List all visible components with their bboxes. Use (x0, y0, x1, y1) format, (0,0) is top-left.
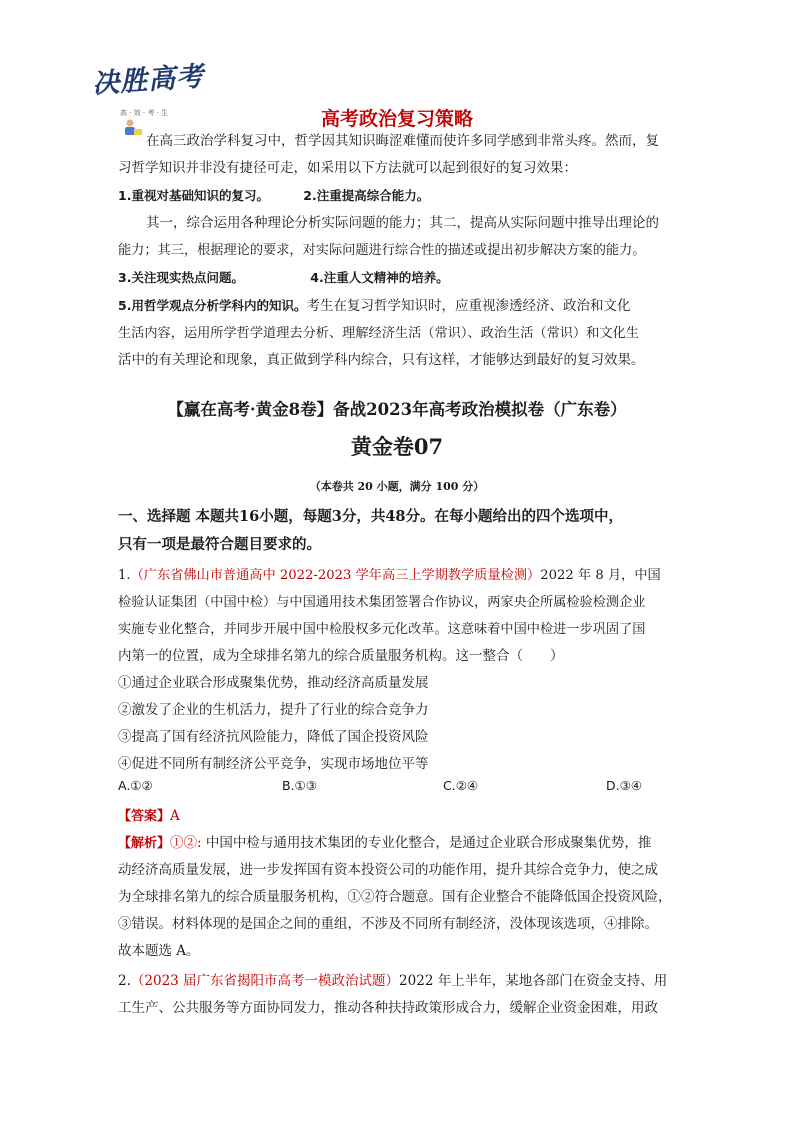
question-2-line: 工生产、公共服务等方面协同发力，推动各种扶持政策形成合力，缓解企业资金困难，用政 (118, 1000, 658, 1016)
question-text: 2022 年 8 月，中国 (540, 568, 661, 583)
analysis-line: 动经济高质量发展，进一步发挥国有资本投资公司的功能作用，提升其综合竞争力，使之成 (118, 862, 658, 878)
answer-options (118, 778, 678, 802)
question-1-line: 内第一的位置，成为全球排名第九的综合质量服务机构。这一整合（ ） (118, 648, 564, 664)
question-1-line: 实施专业化整合，并同步开展中国中检股权多元化改革。这意味着中国中检进一步巩固了国 (118, 622, 646, 637)
analysis-line: ③错误。材料体现的是国企之间的重组，不涉及不同所有制经济，没体现该选项，④排除。 (118, 916, 658, 932)
question-1-line: 检验认证集团（中国中检）与中国通用技术集团签署合作协议，两家央企所属检验检测企业 (118, 595, 646, 610)
answer-label: 【答案】 (118, 809, 171, 824)
point-5-text: 考生在复习哲学知识时，应重视渗透经济、政治和文化 (306, 298, 631, 314)
analysis-line: 为全球排名第九的综合质量服务机构，①②符合题意。国有企业整合不能降低国企投资风险， (118, 889, 672, 905)
statement-item: ③提高了国有经济抗风险能力，降低了国企投资风险 (118, 729, 429, 745)
analysis-text: 中国中检与通用技术集团的专业化整合，是通过企业联合形成聚集优势，推 (201, 835, 652, 851)
question-number: 2. (118, 973, 131, 989)
paragraph-line: 其一，综合运用各种理论分析实际问题的能力；其二，提高从实际问题中推导出理论的 (146, 215, 659, 231)
statement-item: ④促进不同所有制经济公平竞争，实现市场地位平等 (118, 756, 429, 772)
question-source: （2023 届广东省揭阳市高考一模政治试题） (130, 973, 400, 989)
point-5-heading: 5.用哲学观点分析学科内的知识。 (118, 298, 307, 313)
point-5-line: 活中的有关理论和现象，真正做到学科内综合，只有这样，才能够达到最好的复习效果。 (118, 352, 645, 368)
intro-line: 在高三政治学科复习中，哲学因其知识晦涩难懂而使许多同学感到非常头疼。然而，复 (146, 133, 659, 149)
section-line: 只有一项是最符合题目要求的。 (118, 536, 321, 553)
point-1: 1.重视对基础知识的复习。 (118, 188, 269, 203)
logo-text: 决胜高考 (91, 61, 206, 100)
analysis-label: 【解析】 (118, 836, 171, 851)
points-row-2 (118, 264, 678, 292)
analysis-ref: ①②: (170, 835, 202, 851)
paper-subtitle: （本卷共 20 小题，满分 100 分） (309, 480, 485, 493)
logo-subtitle: 高 · 效 · 考 · 生 (120, 109, 169, 117)
analysis-line: 故本题选 A。 (118, 943, 200, 959)
paper-title: 黄金卷07 (350, 434, 444, 459)
analysis-line (118, 830, 678, 857)
point-2: 2.注重提高综合能力。 (303, 188, 430, 203)
strategy-section (118, 128, 678, 374)
question-2 (118, 968, 678, 1022)
answer-value: A (170, 808, 180, 824)
question-1-line (118, 562, 678, 589)
point-4: 4.注重人文精神的培养。 (310, 270, 449, 285)
option-c: C.②④ (443, 778, 479, 793)
points-row-1 (118, 182, 678, 210)
question-source: （广东省佛山市普通高中 2022-2023 学年高三上学期教学质量检测） (130, 568, 541, 583)
option-b: B.①③ (282, 778, 317, 793)
point-3: 3.关注现实热点问题。 (118, 270, 244, 285)
question-text: 2022 年上半年，某地各部门在资金支持、用 (399, 973, 668, 989)
point-5-line: 生活内容，运用所学哲学道理去分析、理解经济生活（常识）、政治生活（常识）和文化生 (118, 326, 639, 341)
exam-title: 【赢在高考·黄金8卷】备战2023年高考政治模拟卷（广东卷） (167, 400, 627, 419)
statement-item: ②激发了企业的生机活力，提升了行业的综合竞争力 (118, 702, 429, 718)
option-d: D.③④ (606, 778, 643, 793)
answer-analysis (118, 803, 678, 965)
point-5-line (118, 292, 678, 320)
strategy-title: 高考政治复习策略 (320, 108, 473, 130)
statement-item: ①通过企业联合形成聚集优势，推动经济高质量发展 (118, 675, 429, 691)
intro-line: 习哲学知识并非没有捷径可走，如采用以下方法就可以起到很好的复习效果： (118, 160, 577, 176)
option-a: A.①② (118, 778, 153, 793)
question-number: 1. (118, 568, 131, 583)
section-line: 一、选择题 本题共16小题，每题3分，共48分。在每小题给出的四个选项中， (118, 508, 623, 525)
question-2-line (118, 968, 678, 995)
section-heading (118, 503, 678, 559)
paragraph-line: 能力；其三，根据理论的要求，对实际问题进行综合性的描述或提出初步解决方案的能力。 (118, 243, 646, 258)
answer-line (118, 803, 678, 830)
question-1 (118, 562, 678, 778)
